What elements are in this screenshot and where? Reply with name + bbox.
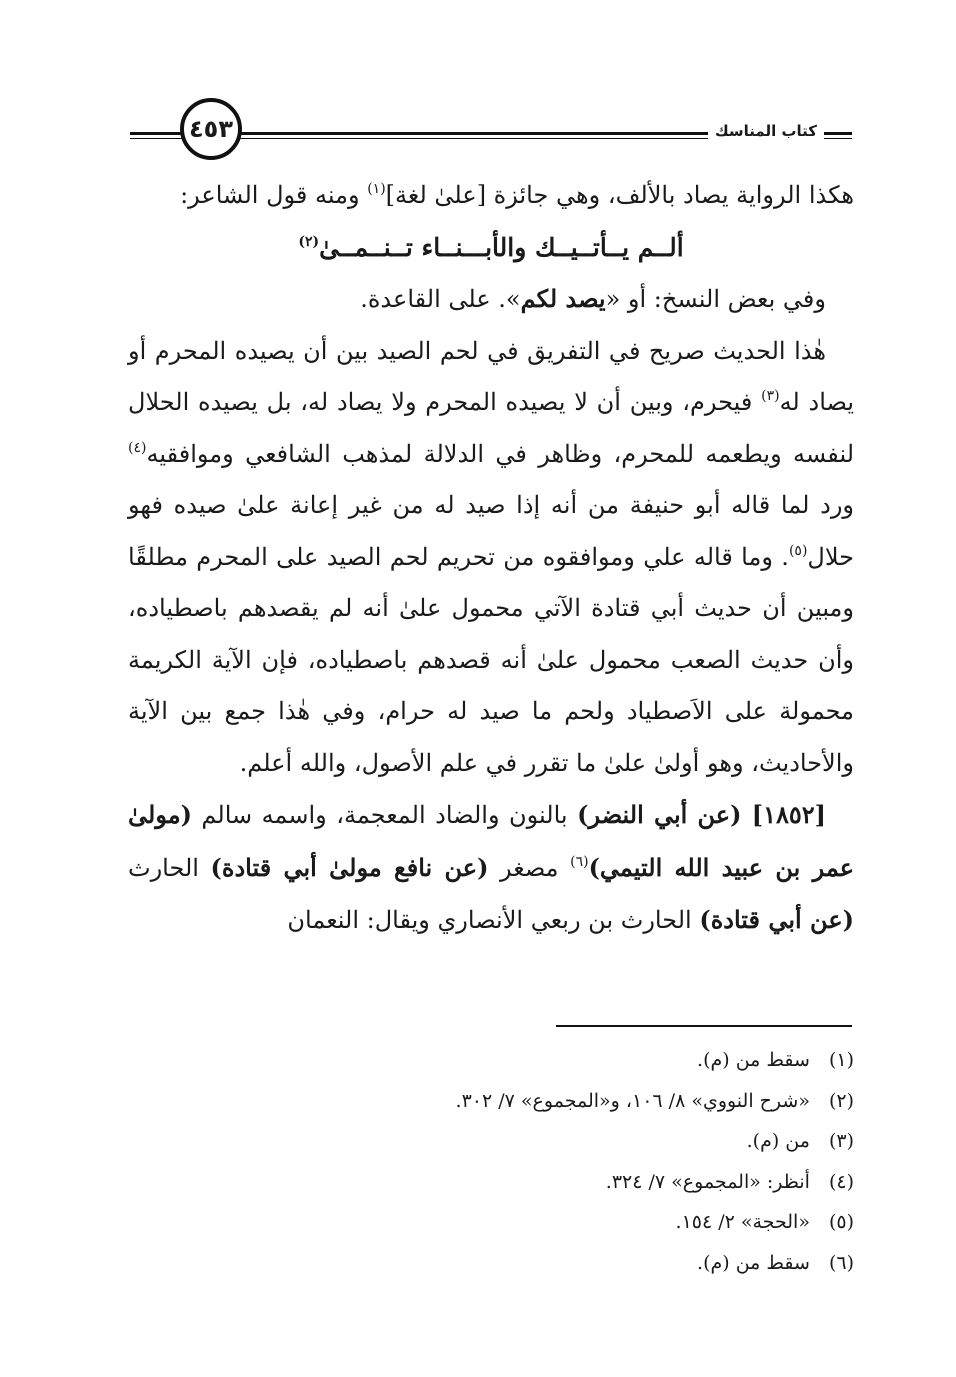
text-run: هكذا الرواية يصاد بالألف، وهي جائزة [علىٰ لغة] — [385, 181, 854, 209]
header-rule — [824, 138, 852, 139]
footnote-item — [300, 1121, 854, 1162]
footnote-number: (٤) — [828, 1170, 854, 1193]
footnote-text: من (م). — [746, 1130, 810, 1152]
text-run: الحارث بن ربعي الأنصاري ويقال: النعمان — [287, 906, 700, 934]
page-header — [130, 98, 852, 178]
text-run: الحارث — [128, 853, 211, 882]
text-run: . وما قاله علي وموافقوه من تحريم لحم الصيد على المحرم مطلقًا ومبين أن حديث أبي قتادة الآتي محمول علىٰ أنه لم يقصدهم باصطياده، وأن حديث الصعب محمول علىٰ أنه قصدهم باصطياده، فإن الآية الكريمة محمولة على الاَصطياد ولحم ما صيد له حرام، وفي هٰذا جمع بين الآية والأحاديث، وهو أولىٰ علىٰ ما تقرر في علم الأصول، والله أعلم. — [128, 542, 855, 777]
footnote-item — [300, 1202, 854, 1243]
verse-text: ألــم يــأتــيــك والأبـــنــاء تــنــمــىٰ — [319, 232, 684, 262]
text-run: ». على القاعدة. — [360, 285, 521, 313]
footnote-item — [300, 1081, 854, 1122]
header-rule — [240, 132, 708, 135]
page-number: ٤٥٣ — [189, 115, 233, 143]
paragraph — [128, 326, 854, 790]
footnote-number: (٣) — [828, 1130, 854, 1152]
footnote-number: (٢) — [828, 1089, 854, 1112]
quoted-variant: يصد لكم — [520, 284, 606, 313]
main-text — [128, 170, 854, 947]
header-rule — [824, 132, 852, 135]
text-run: فيحرم، وبين أن لا يصيده المحرم ولا يصاد له، بل يصيده الحلال لنفسه ويطعمه للمحرم، وظاهر في الدلالة لمذهب الشافعي وموافقيه — [128, 388, 854, 468]
header-rule — [130, 138, 182, 139]
footnote-ref: (٢) — [298, 233, 320, 250]
footnote-ref: (٥) — [788, 542, 808, 559]
footnote-text: أنظر: «المجموع» ٧/ ٣٢٤. — [605, 1170, 810, 1193]
footnote-ref: (١) — [367, 181, 386, 197]
text-run: ومنه قول الشاعر: — [180, 181, 368, 209]
text-run: ورد لما قاله أبو حنيفة من أنه إذا صيد له من غير إعانة علىٰ صيده فهو حلال — [128, 491, 854, 571]
poem-verse — [128, 222, 854, 274]
text-run: هٰذا الحديث صريح في التفريق في لحم الصيد بين أن يصيده المحرم أو يصاد له — [128, 336, 855, 416]
narrator-name: (عن نافع مولىٰ أبي قتادة) — [210, 852, 489, 882]
hadith-number: [١٨٥٢] — [741, 800, 827, 829]
text-run: مصغر — [488, 853, 571, 882]
footnote-number: (٥) — [828, 1211, 854, 1233]
footnote-ref: (٤) — [128, 439, 147, 456]
narrator-name: (مولىٰ عمر بن عبيد الله التيمي) — [128, 800, 855, 882]
header-rule — [130, 132, 182, 135]
page-number-badge — [180, 98, 242, 160]
paragraph — [128, 170, 854, 222]
footnote-text: «شرح النووي» ٨/ ١٠٦، و«المجموع» ٧/ ٣٠٢. — [455, 1089, 810, 1112]
footnote-separator — [556, 1025, 852, 1027]
footnote-item — [300, 1243, 854, 1284]
text-run: وفي بعض النسخ: أو « — [605, 285, 826, 313]
footnote-text: «الحجة» ٢/ ١٥٤. — [675, 1211, 810, 1233]
footnote-ref: (٣) — [761, 388, 780, 404]
footnote-text: سقط من (م). — [697, 1049, 810, 1071]
paragraph — [128, 789, 854, 947]
header-rule — [240, 138, 708, 139]
footnote-item — [300, 1040, 854, 1081]
narrator-name: (عن أبي قتادة) — [699, 905, 854, 934]
footnote-number: (٦) — [828, 1251, 854, 1274]
text-run: بالنون والضاد المعجمة، واسمه سالم — [191, 801, 578, 829]
footnote-item — [300, 1162, 854, 1203]
running-title: كتاب المناسك — [714, 122, 818, 140]
footnote-ref: (٦) — [570, 853, 589, 870]
footnotes — [300, 1040, 854, 1283]
footnote-text: سقط من (م). — [697, 1251, 810, 1274]
paragraph — [128, 273, 854, 326]
narrator-name: (عن أبي النضر) — [577, 800, 742, 829]
footnote-number: (١) — [828, 1049, 854, 1071]
